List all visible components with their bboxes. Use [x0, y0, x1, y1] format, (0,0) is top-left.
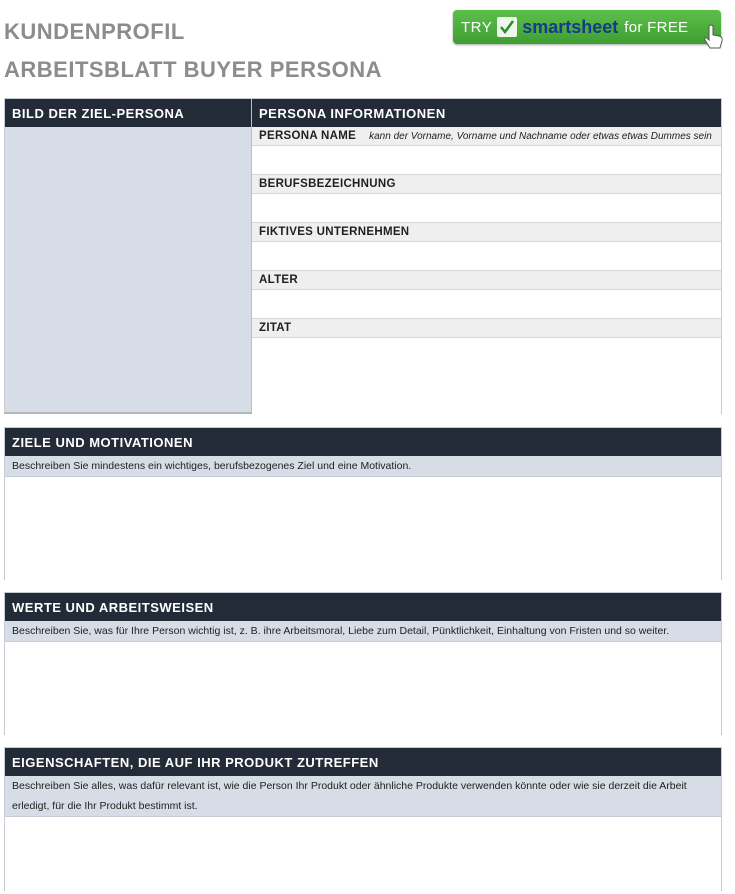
goals-input[interactable]: [5, 477, 721, 580]
checkmark-icon: [497, 17, 517, 37]
persona-name-input[interactable]: [252, 146, 721, 175]
quote-input[interactable]: [252, 338, 721, 414]
traits-header: EIGENSCHAFTEN, DIE AUF IHR PRODUKT ZUTREFFEN: [5, 748, 721, 776]
values-header: WERTE UND ARBEITSWEISEN: [5, 593, 721, 621]
company-input[interactable]: [252, 242, 721, 271]
persona-name-hint: kann der Vorname, Vorname und Nachname oder etwas etwas Dummes sein: [369, 130, 712, 142]
cta-free-label: for FREE: [624, 18, 689, 36]
page-subtitle: ARBEITSBLATT BUYER PERSONA: [4, 57, 383, 82]
values-input[interactable]: [5, 642, 721, 735]
traits-input[interactable]: [5, 817, 721, 891]
goals-description: Beschreiben Sie mindestens ein wichtiges, berufsbezogenes Ziel und eine Motivation.: [5, 456, 721, 477]
page-title: KUNDENPROFIL: [4, 19, 185, 44]
goals-header: ZIELE UND MOTIVATIONEN: [5, 428, 721, 456]
persona-image-header: BILD DER ZIEL-PERSONA: [5, 99, 251, 127]
field-label-company: FIKTIVES UNTERNEHMEN: [252, 223, 721, 242]
try-smartsheet-button[interactable]: [453, 10, 721, 44]
persona-info-header: PERSONA INFORMATIONEN: [252, 99, 721, 127]
cta-try-label: TRY: [461, 18, 493, 36]
values-description: Beschreiben Sie, was für Ihre Person wichtig ist, z. B. ihre Arbeitsmoral, Liebe zum Detail, Pünktlichkeit, Einhaltung von Fristen und so weiter.: [5, 621, 721, 642]
persona-section: [4, 98, 722, 414]
cta-brand-label: smartsheet: [522, 16, 619, 37]
goals-section: [4, 427, 722, 580]
persona-image-placeholder[interactable]: [5, 127, 251, 412]
pointer-hand-icon: [702, 24, 724, 54]
values-section: [4, 592, 722, 735]
persona-name-label: PERSONA NAME: [259, 130, 357, 142]
age-input[interactable]: [252, 290, 721, 319]
traits-section: [4, 747, 722, 891]
persona-info-column: [251, 99, 721, 412]
field-label-quote: ZITAT: [252, 319, 721, 338]
field-label-age: ALTER: [252, 271, 721, 290]
persona-image-column: [5, 99, 251, 412]
field-label-persona-name: [252, 127, 721, 146]
field-label-job-title: BERUFSBEZEICHNUNG: [252, 175, 721, 194]
job-title-input[interactable]: [252, 194, 721, 223]
traits-description: Beschreiben Sie alles, was dafür relevant ist, wie die Person Ihr Produkt oder ähnliche Produkte verwenden könnte oder wie sie derzeit die Arbeit erledigt, für die Ihr Produkt bestimmt ist.: [5, 776, 721, 817]
